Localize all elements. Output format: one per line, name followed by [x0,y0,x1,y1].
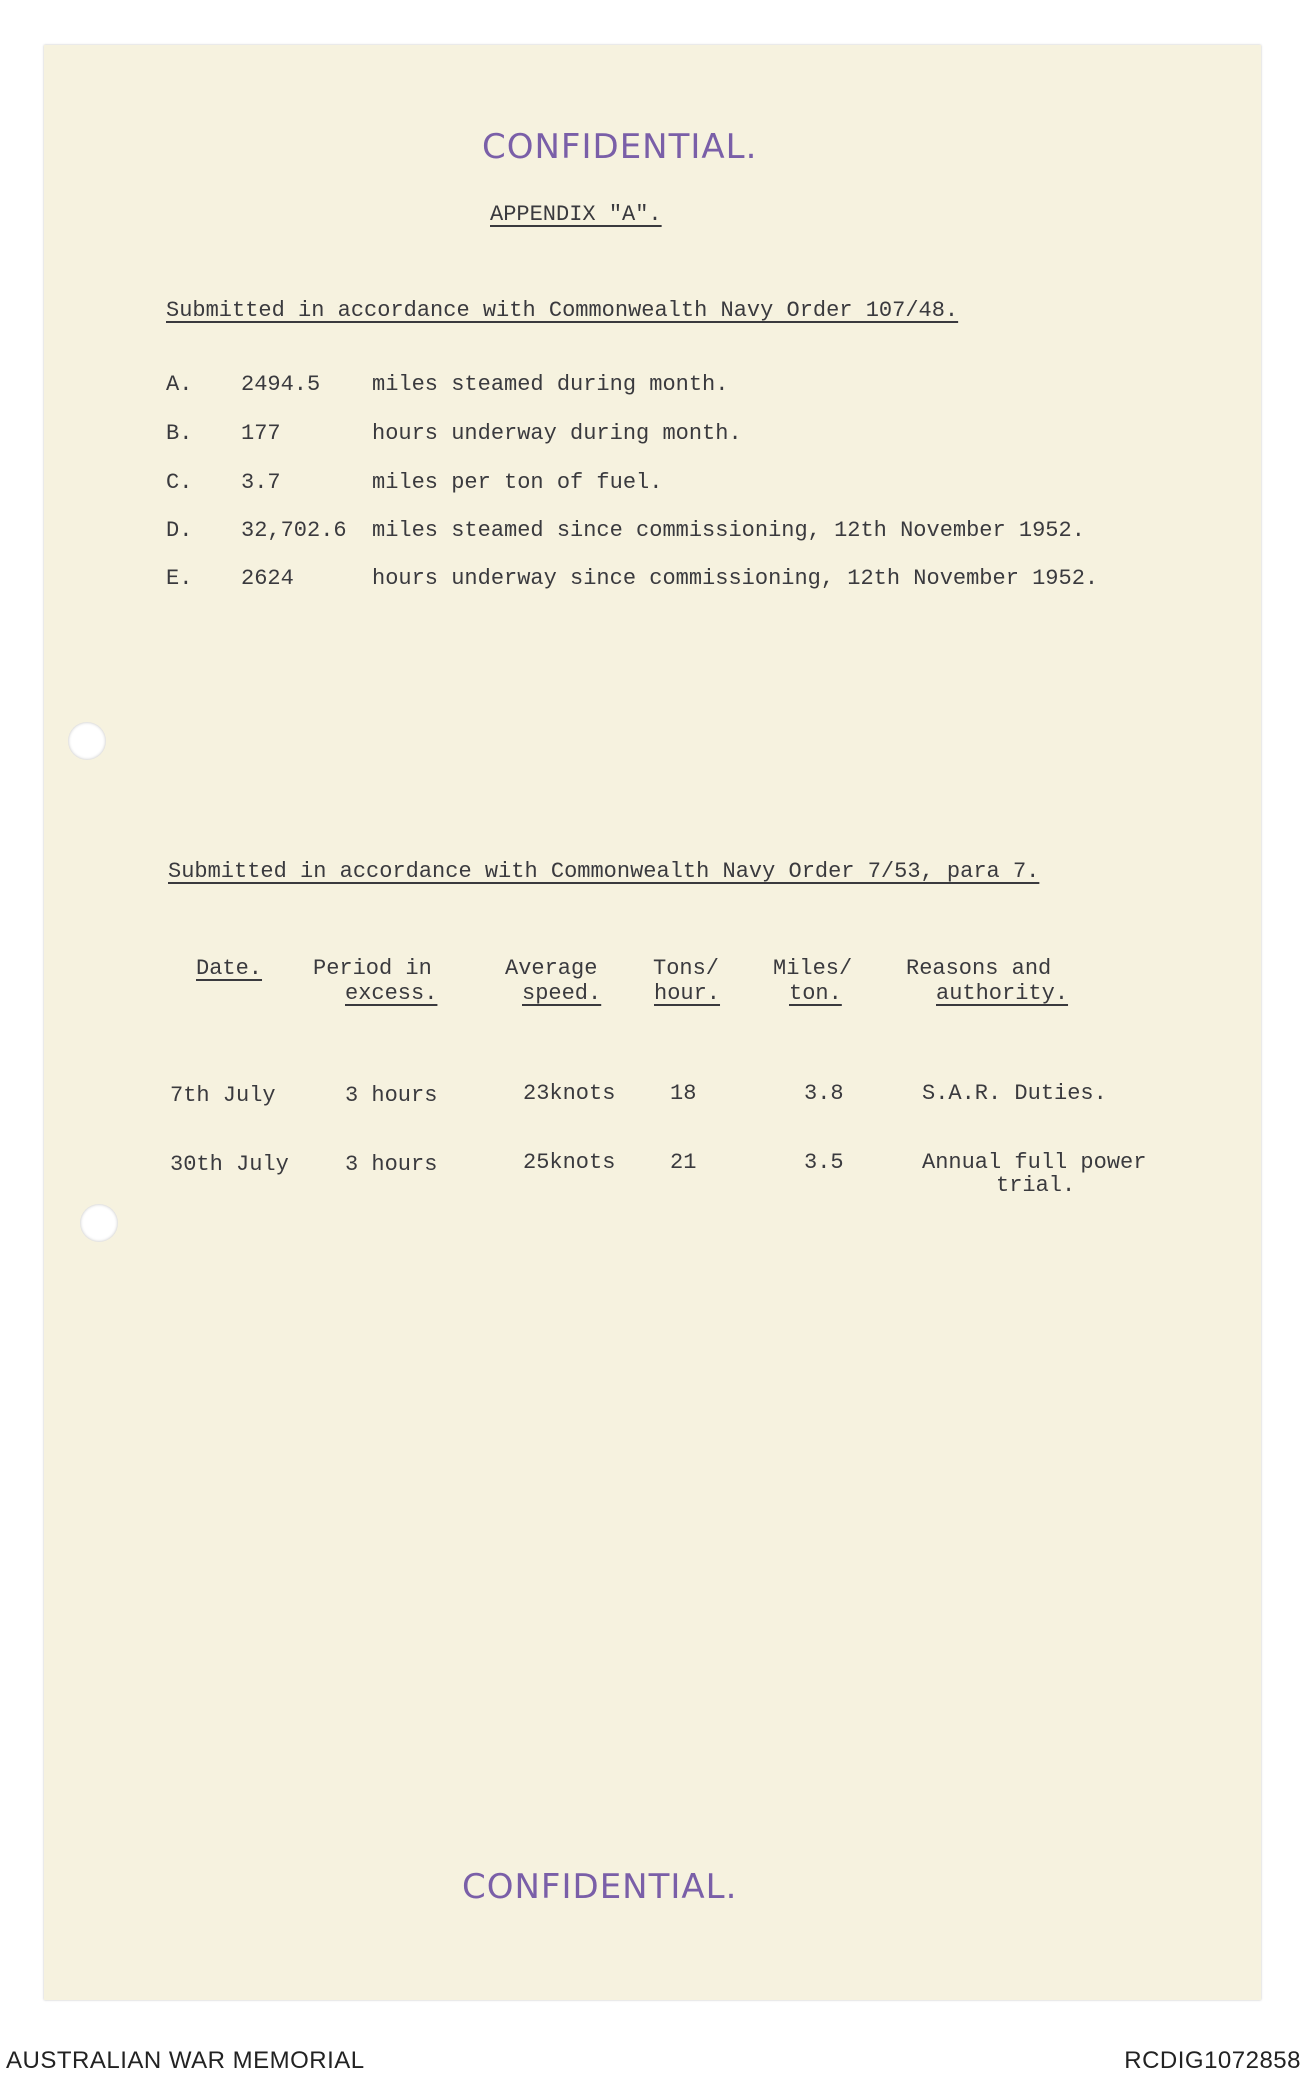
punch-hole-bottom [80,1204,118,1242]
item-letter: E. [166,566,193,591]
section2-heading: Submitted in accordance with Commonwealth Navy Order 7/53, para 7. [168,859,1040,884]
cell-reason: S.A.R. Duties. [922,1081,1107,1106]
cell-reason: Annual full power [922,1150,1147,1175]
col-header-miles-1: Miles/ [773,956,853,981]
col-header-reasons-2: authority. [936,981,1069,1006]
col-header-speed-1: Average [505,956,598,981]
col-header-tons-2: hour. [654,981,721,1006]
footer-source: AUSTRALIAN WAR MEMORIAL [6,2047,365,2074]
col-header-speed-2: speed. [522,981,602,1006]
col-header-period-2: excess. [345,981,438,1006]
item-text: miles steamed since commissioning, 12th November 1952. [372,518,1085,543]
item-letter: D. [166,518,193,543]
cell-date: 7th July [170,1083,276,1108]
item-text: miles steamed during month. [372,372,729,397]
cell-miles: 3.5 [804,1150,844,1175]
appendix-title: APPENDIX "A". [490,202,662,227]
confidential-stamp-bottom: CONFIDENTIAL. [462,1867,738,1907]
cell-miles: 3.8 [804,1081,844,1106]
item-text: miles per ton of fuel. [372,470,663,495]
cell-speed: 25knots [523,1150,616,1175]
footer-id: RCDIG1072858 [1124,2047,1301,2074]
punch-hole-top [68,722,106,760]
cell-reason-continued: trial. [996,1173,1076,1198]
cell-tons: 21 [670,1150,697,1175]
cell-speed: 23knots [523,1081,616,1106]
item-value: 3.7 [241,470,281,495]
cell-period: 3 hours [345,1152,438,1177]
item-value: 177 [241,421,281,446]
document-page [44,45,1261,2000]
cell-date: 30th July [170,1152,289,1177]
item-value: 2494.5 [241,372,321,397]
col-header-date: Date. [196,956,263,981]
item-value: 32,702.6 [241,518,347,543]
col-header-period-1: Period in [313,956,432,981]
item-text: hours underway during month. [372,421,742,446]
item-letter: C. [166,470,193,495]
item-letter: B. [166,421,193,446]
col-header-reasons-1: Reasons and [906,956,1052,981]
confidential-stamp-top: CONFIDENTIAL. [482,127,758,167]
item-text: hours underway since commissioning, 12th November 1952. [372,566,1099,591]
cell-period: 3 hours [345,1083,438,1108]
item-value: 2624 [241,566,294,591]
cell-tons: 18 [670,1081,697,1106]
section1-heading: Submitted in accordance with Commonwealth Navy Order 107/48. [166,298,959,323]
col-header-tons-1: Tons/ [653,956,720,981]
item-letter: A. [166,372,193,397]
col-header-miles-2: ton. [789,981,842,1006]
